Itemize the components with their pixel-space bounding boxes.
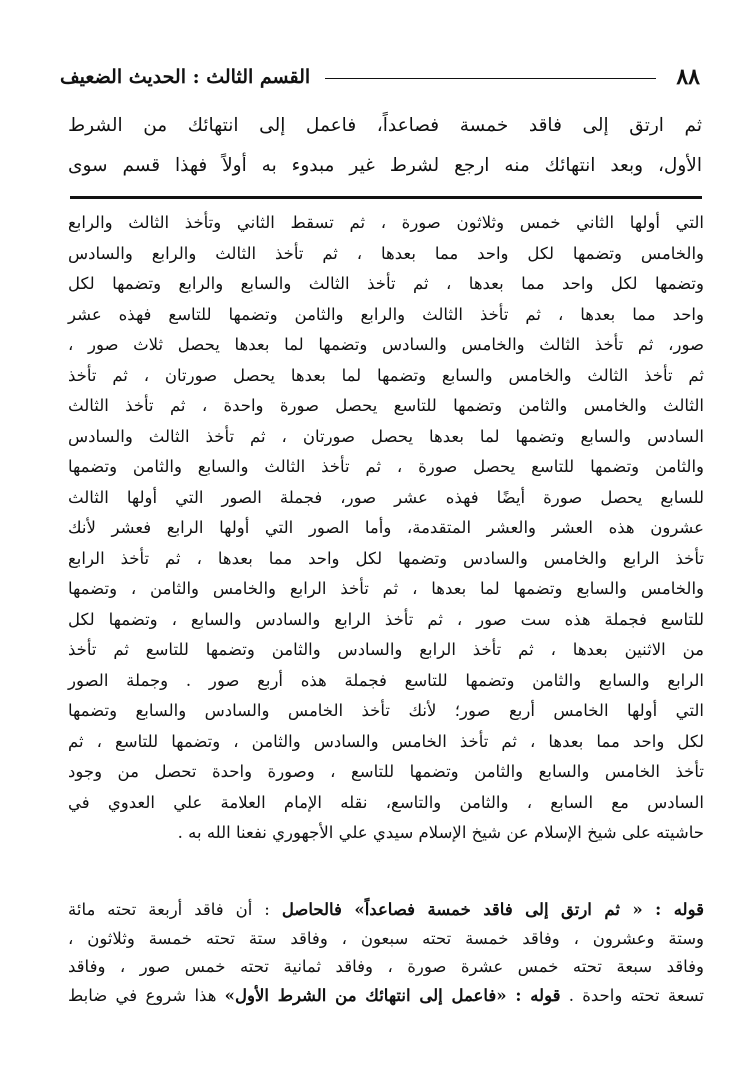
main-text-line: ثم ارتق إلى فاقد خمسة فصاعداً، فاعمل إلى انتهائك من الشرط [68, 115, 702, 136]
footnote-phrase: : أن فاقد أربعة تحته مائة [68, 900, 282, 919]
commentary-line: والخامس وتضمها لكل واحد مما بعدها ، ثم تأخذ الثالث والرابع والسادس [68, 243, 704, 263]
footnote-phrase: هذا شروع في ضابط [68, 985, 225, 1005]
commentary-line: تأخذ الرابع والخامس والسادس وتضمها لكل واحد مما بعدها ، ثم تأخذ الرابع [68, 548, 704, 568]
commentary-text [68, 208, 704, 849]
commentary-line: التي أولها الثاني خمس وثلاثون صورة ، ثم تسقط الثاني وتأخذ الثالث والرابع [68, 213, 704, 232]
commentary-line: من الاثنين بعدها ، ثم تأخذ الرابع والسادس والثامن وتضمها للتاسع ثم تأخذ [68, 640, 704, 659]
footnote-line: وستة وعشرون ، وفاقد خمسة تحته سبعون ، وفاقد ستة تحته خمسة وثلاثون ، [68, 928, 704, 948]
running-title: القسم الثالث : الحديث الضعيف [60, 66, 311, 88]
main-text [68, 106, 702, 186]
footnote-bold-phrase: قوله : «فاعمل إلى انتهائك من الشرط الأول» [224, 985, 561, 1005]
commentary-line: واحد مما بعدها ، ثم تأخذ الثالث والرابع والثامن وتضمها للتاسع فهذه عشر [68, 304, 704, 324]
section-separator [70, 196, 702, 199]
commentary-line: السادس مع السابع ، والثامن والتاسع، نقله الإمام العلامة علي العدوي في [68, 792, 704, 812]
commentary-line: لكل واحد مما بعدها ، ثم تأخذ الخامس والسادس والثامن ، وتضمها للتاسع ، ثم [68, 731, 704, 751]
commentary-line: للسابع يحصل صورة أيضًا فهذه عشر صور، فجملة الصور التي أولها الثالث [68, 487, 704, 507]
commentary-line: وتضمها لكل واحد مما بعدها ، ثم تأخذ الثالث والسابع والرابع وتضمها لكل [68, 274, 704, 293]
commentary-line: والثامن وتضمها للتاسع يحصل صورة ، ثم تأخذ الثالث والسابع والثامن وتضمها [68, 457, 704, 476]
footnote-phrase: تسعة تحته واحدة . [560, 985, 705, 1005]
commentary-line: والخامس والسابع وتضمها لما بعدها ، ثم تأخذ الرابع والخامس والثامن ، وتضمها [68, 579, 704, 598]
commentary-line: الرابع والسابع والثامن وتضمها للتاسع فجملة هذه أربع صور . وجملة الصور [68, 670, 704, 690]
commentary-line: السادس والسابع وتضمها لما بعدها يحصل صورتان ، ثم تأخذ الثالث والسادس [68, 426, 704, 446]
footnote-bold-phrase: قوله : « ثم ارتق إلى فاقد خمسة فصاعداً» فالحاصل [281, 900, 704, 919]
page-number: ٨٨ [676, 64, 700, 90]
commentary-line: التي أولها الخامس أربع صور؛ لأنك تأخذ الخامس والسادس والسابع وتضمها [68, 701, 704, 720]
commentary-line: للتاسع فجملة هذه ست صور ، ثم تأخذ الرابع والسادس والسابع ، وتضمها لكل [68, 609, 704, 629]
main-text-line: الأول، وبعد انتهائك منه ارجع لشرط غير مبدوء به أولاً فهذا قسم سوى [68, 155, 702, 176]
footnote-line [68, 982, 704, 1011]
footnote-line: وفاقد سبعة تحته خمس عشرة صورة ، وفاقد ثمانية تحته خمس صور ، وفاقد [68, 957, 704, 976]
commentary-line: تأخذ الخامس والسابع والثامن وتضمها للتاسع ، وصورة واحدة تحصل من وجود [68, 762, 704, 781]
footnote-text [68, 896, 704, 1010]
commentary-line: حاشيته على شيخ الإسلام عن شيخ الإسلام سيدي علي الأجهوري نفعنا الله به . [177, 823, 704, 842]
commentary-line: عشرون هذه العشر والعشر المتقدمة، وأما الصور التي أولها الرابع فعشر لأنك [68, 518, 704, 537]
footnote-line [68, 896, 704, 925]
header-rule [325, 78, 656, 79]
page-header [60, 62, 700, 92]
commentary-line: ثم تأخذ الثالث والخامس والسابع وتضمها لما بعدها يحصل صورتان ، ثم تأخذ [68, 365, 704, 385]
commentary-line: صور، ثم تأخذ الثالث والخامس والسادس وتضمها لما بعدها يحصل ثلاث صور ، [68, 335, 704, 354]
commentary-line: الثالث والخامس والثامن وتضمها للتاسع يحصل صورة واحدة ، ثم تأخذ الثالث [68, 396, 704, 415]
